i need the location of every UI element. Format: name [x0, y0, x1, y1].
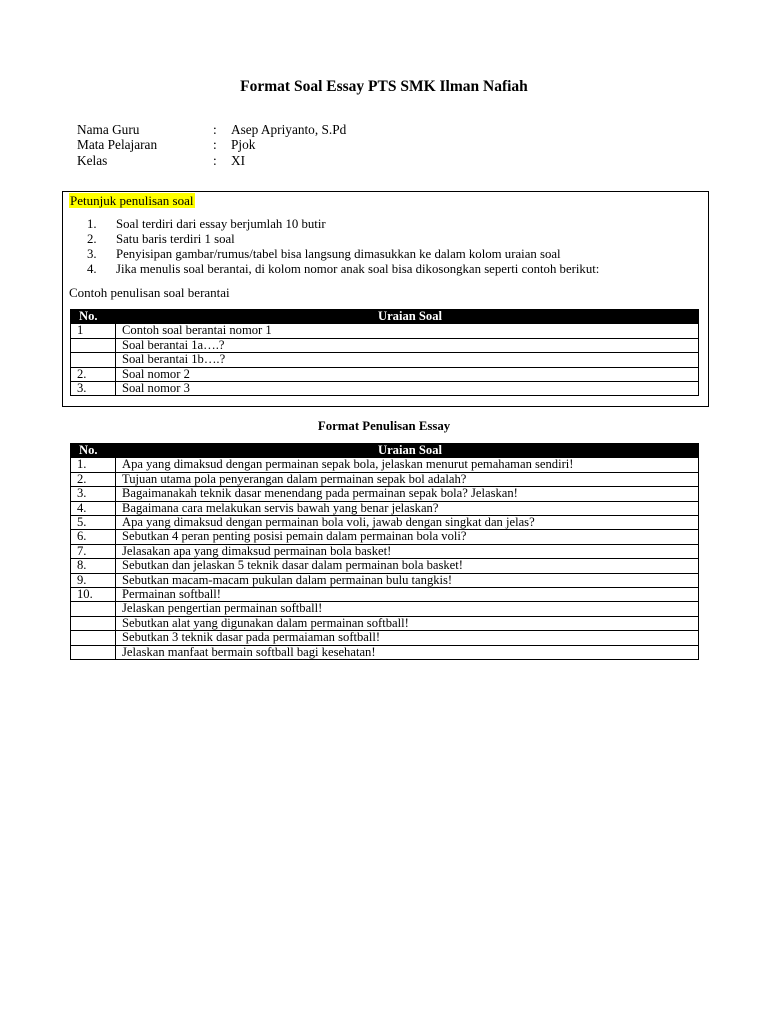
table-row: [71, 631, 699, 645]
info-label: Mata Pelajaran: [77, 137, 158, 153]
cell-question: Sebutkan alat yang digunakan dalam permainan softball!: [116, 616, 699, 630]
example-label: Contoh penulisan soal berantai: [69, 285, 230, 300]
info-label: Kelas: [77, 152, 108, 168]
table-row: [71, 516, 699, 530]
table-row: [71, 472, 699, 486]
cell-question: Tujuan utama pola penyerangan dalam permainan sepak bol adalah?: [116, 472, 699, 486]
info-row-subject: [77, 137, 346, 152]
cell-question: Soal nomor 3: [116, 382, 699, 396]
table-row: [71, 588, 699, 602]
cell-question: Sebutkan dan jelaskan 5 teknik dasar dalam permainan bola basket!: [116, 559, 699, 573]
cell-question: Contoh soal berantai nomor 1: [116, 324, 699, 338]
table-row: [71, 645, 699, 659]
info-row-class: [77, 153, 346, 168]
cell-no: 5.: [71, 516, 116, 530]
info-row-teacher: [77, 122, 346, 137]
cell-question: Bagaimanakah teknik dasar menendang pada permainan sepak bola? Jelaskan!: [116, 487, 699, 501]
cell-question: Apa yang dimaksud dengan permainan sepak bola, jelaskan menurut pemahaman sendiri!: [116, 458, 699, 472]
cell-no: 10.: [71, 588, 116, 602]
teacher-info: [77, 122, 346, 168]
cell-no: [71, 353, 116, 367]
table-row: [71, 338, 699, 352]
list-item-number: 1.: [87, 217, 97, 231]
cell-question: Jelaskan manfaat bermain softball bagi kesehatan!: [116, 645, 699, 659]
table-row: [71, 544, 699, 558]
cell-question: Bagaimana cara melakukan servis bawah yang benar jelaskan?: [116, 501, 699, 515]
info-label: Nama Guru: [77, 122, 140, 137]
info-separator: :: [213, 122, 217, 137]
cell-no: [71, 602, 116, 616]
cell-question: Sebutkan 3 teknik dasar pada permaiaman softball!: [116, 631, 699, 645]
list-item-text: Satu baris terdiri 1 soal: [116, 232, 235, 246]
column-header-uraian: Uraian Soal: [116, 444, 699, 458]
table-row: [71, 353, 699, 367]
list-item-number: 4.: [87, 262, 97, 276]
info-value: Pjok: [231, 137, 256, 153]
cell-no: 2.: [71, 472, 116, 486]
section-title: Format Penulisan Essay: [317, 419, 451, 433]
table-row: [71, 559, 699, 573]
table-row: [71, 458, 699, 472]
instructions-list: [87, 217, 599, 277]
cell-no: 1: [71, 324, 116, 338]
column-header-no: No.: [71, 444, 116, 458]
table-row: [71, 324, 699, 338]
list-item-number: 3.: [87, 247, 97, 261]
table-row: [71, 382, 699, 396]
table-row: [71, 573, 699, 587]
cell-question: Jelaskan pengertian permainan softball!: [116, 602, 699, 616]
list-item: [87, 247, 599, 262]
list-item: [87, 217, 599, 232]
cell-no: 4.: [71, 501, 116, 515]
cell-no: 3.: [71, 487, 116, 501]
table-row: [71, 487, 699, 501]
cell-question: Permainan softball!: [116, 588, 699, 602]
cell-no: 6.: [71, 530, 116, 544]
column-header-no: No.: [71, 310, 116, 324]
table-header-row: [71, 310, 699, 324]
cell-question: Soal nomor 2: [116, 367, 699, 381]
cell-no: 2.: [71, 367, 116, 381]
column-header-uraian: Uraian Soal: [116, 310, 699, 324]
info-separator: :: [213, 152, 217, 168]
cell-no: 7.: [71, 544, 116, 558]
cell-no: 9.: [71, 573, 116, 587]
cell-no: [71, 645, 116, 659]
cell-question: Soal berantai 1a….?: [116, 338, 699, 352]
cell-no: [71, 631, 116, 645]
example-table: [70, 309, 699, 396]
table-row: [71, 530, 699, 544]
cell-no: 8.: [71, 559, 116, 573]
info-value: Asep Apriyanto, S.Pd: [231, 122, 347, 137]
list-item: [87, 232, 599, 247]
instructions-box: [62, 191, 709, 407]
table-row: [71, 367, 699, 381]
cell-no: [71, 338, 116, 352]
cell-question: Jelasakan apa yang dimaksud permainan bola basket!: [116, 544, 699, 558]
list-item: [87, 262, 599, 277]
cell-question: Apa yang dimaksud dengan permainan bola voli, jawab dengan singkat dan jelas?: [116, 516, 699, 530]
table-row: [71, 616, 699, 630]
info-separator: :: [213, 137, 217, 153]
info-value: XI: [231, 152, 246, 168]
document-title: Format Soal Essay PTS SMK Ilman Nafiah: [240, 78, 528, 95]
cell-question: Sebutkan 4 peran penting posisi pemain dalam permainan bola voli?: [116, 530, 699, 544]
cell-no: 1.: [71, 458, 116, 472]
list-item-number: 2.: [87, 232, 97, 246]
cell-question: Soal berantai 1b….?: [116, 353, 699, 367]
list-item-text: Jika menulis soal berantai, di kolom nomor anak soal bisa dikosongkan seperti contoh berikut:: [116, 262, 600, 276]
table-row: [71, 501, 699, 515]
table-row: [71, 602, 699, 616]
list-item-text: Soal terdiri dari essay berjumlah 10 butir: [116, 217, 326, 231]
cell-question: Sebutkan macam-macam pukulan dalam permainan bulu tangkis!: [116, 573, 699, 587]
cell-no: 3.: [71, 382, 116, 396]
table-header-row: [71, 444, 699, 458]
list-item-text: Penyisipan gambar/rumus/tabel bisa langsung dimasukkan ke dalam kolom uraian soal: [116, 247, 561, 261]
cell-no: [71, 616, 116, 630]
instructions-heading: Petunjuk penulisan soal: [70, 193, 194, 208]
essay-table: [70, 443, 699, 660]
